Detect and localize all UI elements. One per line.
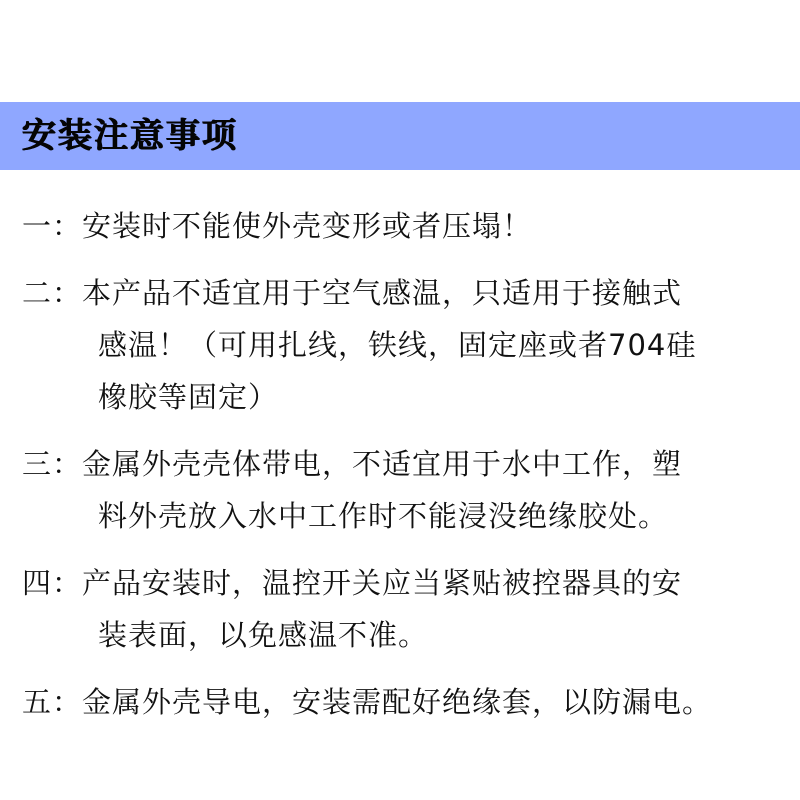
notice-item-5 [22,676,792,728]
notice-line-continued: 感温！（可用扎线，铁线，固定座或者704硅 [98,328,697,362]
notice-line-continued: 装表面，以免感温不准。 [98,618,429,652]
notice-line: 二：本产品不适宜用于空气感温，只适用于接触式 [22,276,683,310]
notice-item-3 [22,438,792,542]
notice-line: 一：安装时不能使外壳变形或者压塌！ [22,209,533,243]
notice-item-2 [22,267,792,423]
notice-line-continued: 橡胶等固定） [98,380,279,414]
notice-line: 四：产品安装时，温控开关应当紧贴被控器具的安 [22,566,683,600]
notice-item-1 [22,200,792,252]
notice-line: 五：金属外壳导电，安装需配好绝缘套，以防漏电。 [22,685,713,719]
notice-line: 三：金属外壳壳体带电，不适宜用于水中工作，塑 [22,447,683,481]
notice-list [22,200,792,743]
notice-line-continued: 料外壳放入水中工作时不能浸没绝缘胶处。 [98,499,669,533]
header-banner [0,102,800,170]
page-title: 安装注意事项 [22,116,238,156]
notice-item-4 [22,557,792,661]
